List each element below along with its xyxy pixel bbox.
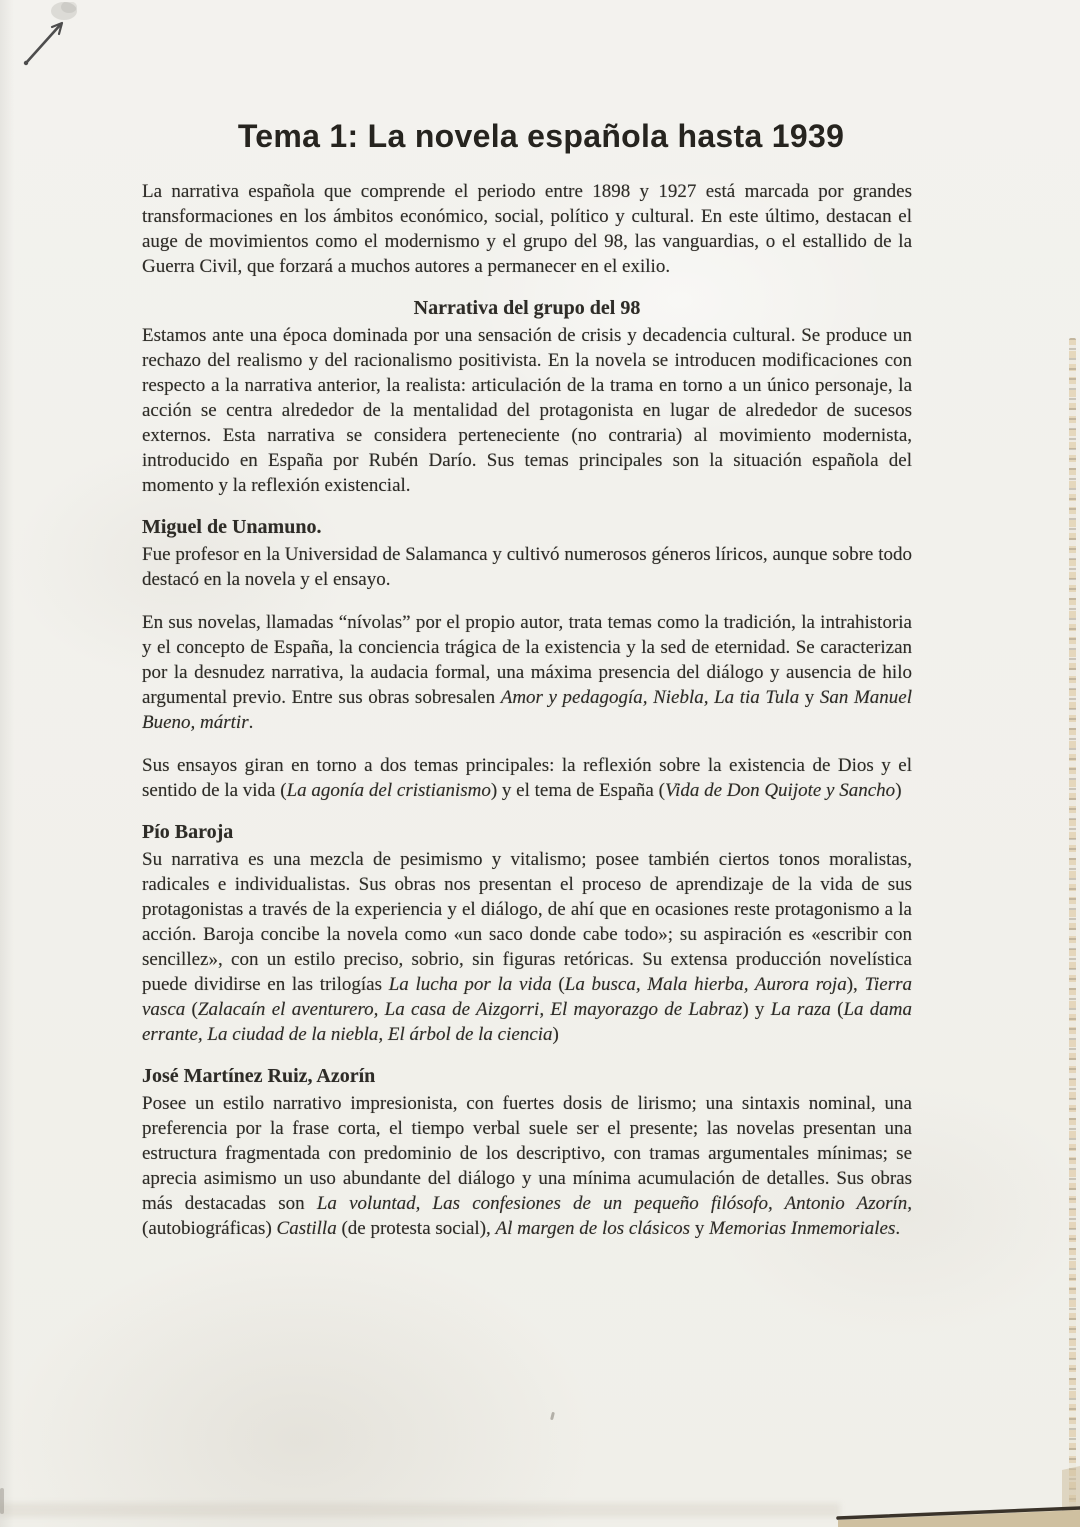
- grupo-98-paragraph: Estamos ante una época dominada por una sensación de crisis y decadencia cultural. Se produce un rechazo del realismo y del racionalismo positivista. En la novela se introducen modificaciones con respecto a la narrativa anterior, la realista: articulación de la trama en torno a un único personaje, la acción se centra alrededor de la mentalidad del protagonista en lugar de alrededor de sucesos externos. Esta narrativa se considera perteneciente (no contraria) al movimiento modernista, introducido en España por Rubén Darío. Sus temas principales son la situación española del momento y la reflexión existencial.: [142, 325, 912, 496]
- scan-shadow-band: [0, 1503, 840, 1517]
- baroja-paragraph: Su narrativa es una mezcla de pesimismo y vitalismo; posee también ciertos tonos moralistas, radicales e individualistas. Sus obras nos presentan el proceso de aprendizaje de la vida de sus protagonistas a través de la experiencia y el diálogo, de ahí que en ocasiones reste protagonismo a la acción. Baroja concibe la novela como «un saco donde cabe todo»; su aspiración es «escribir con sencillez», con un estilo preciso, sobrio, sin figuras retóricas. Su extensa producción novelística puede dividirse en las trilogías La lucha por la vida (La busca, Mala hierba, Aurora roja), Tierra vasca (Zalacaín el aventurero, La casa de Aizgorri, El mayorazgo de Labraz) y La raza (La dama errante, La ciudad de la niebla, El árbol de la ciencia): [142, 849, 913, 1045]
- scan-edge-left-sliver: [0, 1488, 4, 1514]
- section-heading-baroja: Pío Baroja: [142, 821, 234, 843]
- paper-speck: [550, 1412, 555, 1420]
- azorin-paragraph: Posee un estilo narrativo impresionista, con fuertes dosis de lirismo; una sintaxis nominal, una preferencia por la frase corta, el tiempo verbal suele ser el presente; las novelas presentan una estructura fragmentada con predominio de los descriptivo, con tramas argumentales mínimas; se aprecia asimismo un uso abundante del diálogo y una mínima acumulación de detalles. Sus obras más destacadas son La voluntad, Las confesiones de un pequeño filósofo, Antonio Azorín, (autobiográficas) Castilla (de protesta social), Al margen de los clásicos y Memorias Inmemoriales.: [142, 1093, 913, 1239]
- section-heading-azorin: José Martínez Ruiz, Azorín: [142, 1065, 376, 1087]
- section-heading-unamuno: Miguel de Unamuno.: [142, 516, 322, 538]
- section-heading-grupo-98: Narrativa del grupo del 98: [413, 297, 641, 319]
- unamuno-paragraph-2: En sus novelas, llamadas “nívolas” por el propio autor, trata temas como la tradición, la intrahistoria y el concepto de España, la conciencia trágica de la existencia y la sed de eternidad. Se caracterizan por la desnudez narrativa, la audacia formal, una máxima presencia del diálogo y ausencia de hilo argumental previo. Entre sus obras sobresalen Amor y pedagogía, Niebla, La tia Tula y San Manuel Bueno, mártir.: [142, 612, 913, 733]
- unamuno-paragraph-1: Fue profesor en la Universidad de Salamanca y cultivó numerosos géneros líricos, aunque sobre todo destacó en la novela y el ensayo.: [142, 544, 912, 590]
- document-body: [142, 118, 912, 1259]
- intro-paragraph: La narrativa española que comprende el periodo entre 1898 y 1927 está marcada por grandes transformaciones en los ámbitos económico, social, político y cultural. En este último, destacan el auge de movimientos como el modernismo y el grupo del 98, las vanguardias, o el estallido de la Guerra Civil, que forzará a muchos autores a permanecer en el exilio.: [142, 181, 912, 277]
- doc-title: Tema 1: La novela española hasta 1939: [237, 118, 845, 154]
- pen-arrow-mark: [8, 2, 98, 92]
- scan-edge-right: [1069, 338, 1076, 1516]
- unamuno-paragraph-3: Sus ensayos giran en torno a dos temas principales: la reflexión sobre la existencia de Dios y el sentido de la vida (La agonía del cristianismo) y el tema de España (Vida de Don Quijote y Sancho): [142, 755, 912, 801]
